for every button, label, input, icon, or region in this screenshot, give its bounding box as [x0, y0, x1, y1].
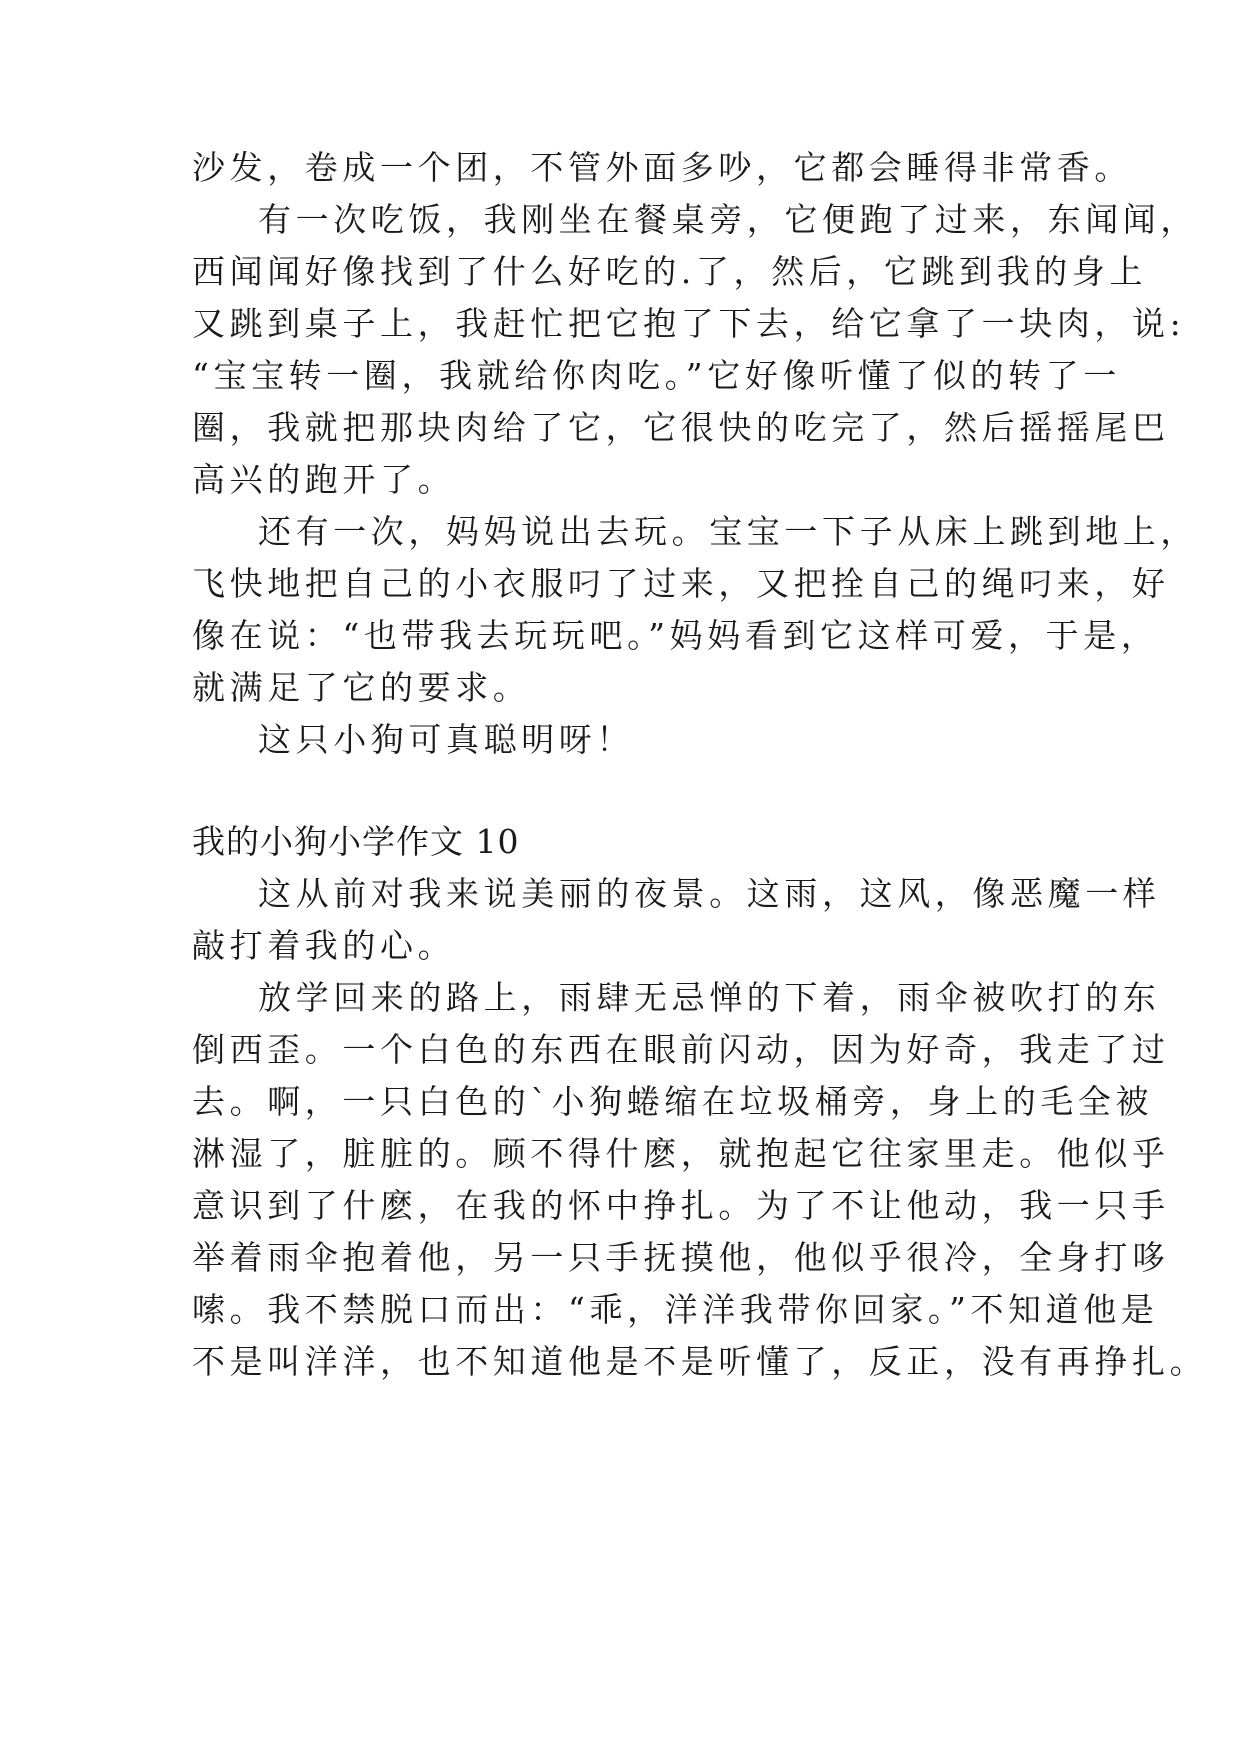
text-line: 去。啊，一只白色的`小狗蜷缩在垃圾桶旁，身上的毛全被 — [192, 1082, 1154, 1121]
text-line: 西闻闻好像找到了什么好吃的.了，然后，它跳到我的身上 — [192, 252, 1148, 291]
text-line: 嗦。我不禁脱口而出：“乖，洋洋我带你回家。”不知道他是 — [192, 1290, 1159, 1329]
text-line: 不是叫洋洋，也不知道他是不是听懂了，反正，没有再挣扎。 — [192, 1342, 1208, 1381]
text-line: 倒西歪。一个白色的东西在眼前闪动，因为好奇，我走了过 — [192, 1030, 1170, 1069]
text-line: 意识到了什麽，在我的怀中挣扎。为了不让他动，我一只手 — [192, 1186, 1170, 1225]
paragraph-start-line: 放学回来的路上，雨肆无忌惮的下着，雨伞被吹打的东 — [258, 978, 1161, 1017]
text-line: “宝宝转一圈，我就给你肉吃。”它好像听懂了似的转了一 — [192, 356, 1121, 395]
text-line: 圈，我就把那块肉给了它，它很快的吃完了，然后摇摇尾巴 — [192, 408, 1170, 447]
text-line: 举着雨伞抱着他，另一只手抚摸他，他似乎很冷，全身打哆 — [192, 1238, 1170, 1277]
section-heading: 我的小狗小学作文 10 — [192, 822, 520, 861]
paragraph-start-line: 这从前对我来说美丽的夜景。这雨，这风，像恶魔一样 — [258, 874, 1161, 913]
text-line: 像在说：“也带我去玩玩吧。”妈妈看到它这样可爱，于是， — [192, 616, 1159, 655]
text-line: 敲打着我的心。 — [192, 926, 456, 965]
text-line: 高兴的跑开了。 — [192, 460, 456, 499]
paragraph-start-line: 有一次吃饭，我刚坐在餐桌旁，它便跑了过来，东闻闻， — [258, 200, 1198, 239]
text-line: 又跳到桌子上，我赶忙把它抱了下去，给它拿了一块肉，说: — [192, 304, 1186, 343]
paragraph-start-line: 这只小狗可真聪明呀！ — [258, 720, 634, 759]
text-line: 沙发，卷成一个团，不管外面多吵，它都会睡得非常香。 — [192, 148, 1132, 187]
text-line: 飞快地把自己的小衣服叼了过来，又把拴自己的绳叼来，好 — [192, 564, 1170, 603]
text-line: 淋湿了，脏脏的。顾不得什麽，就抱起它往家里走。他似乎 — [192, 1134, 1170, 1173]
paragraph-start-line: 还有一次，妈妈说出去玩。宝宝一下子从床上跳到地上， — [258, 512, 1198, 551]
text-line: 就满足了它的要求。 — [192, 668, 531, 707]
